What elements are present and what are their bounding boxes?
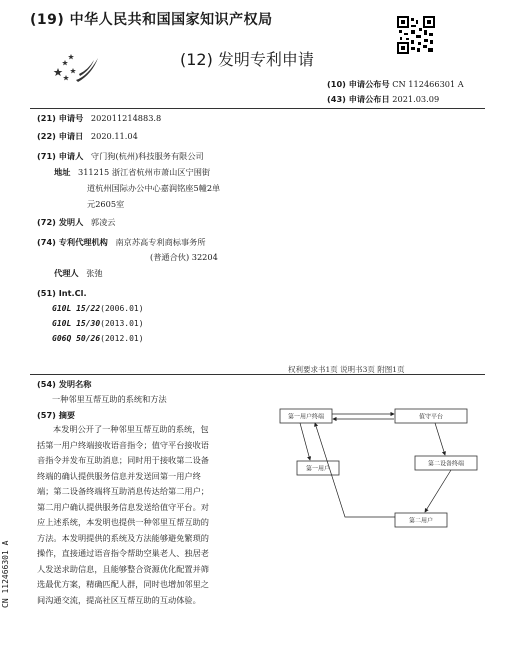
arrow-device2-to-user2: [425, 470, 451, 512]
inventor-label: (72) 发明人: [37, 217, 84, 227]
arrow-platform-to-device2: [435, 423, 445, 455]
application-number: 202011214883.8: [90, 113, 162, 123]
abstract-line: 间沟通交流，提高社区互帮互助的互动体验。: [37, 594, 201, 605]
ipc-entry: [52, 319, 144, 328]
arrow-terminal-to-user1: [300, 423, 310, 460]
filing-date-label: (22) 申请日: [37, 131, 84, 141]
qr-code-icon: [397, 16, 435, 54]
address-line-2: 道杭州国际办公中心嘉润铭座5幢2单: [87, 183, 221, 193]
abstract-line: 人发送求助信息，且能够整合资源优化配置并筛: [37, 563, 209, 574]
ipc-entry: [52, 334, 144, 343]
address-line-1: 311215 浙江省杭州市萧山区宁围街: [78, 167, 211, 177]
abstract-label: (57) 摘要: [37, 410, 76, 420]
system-diagram: [275, 405, 485, 535]
address-label: 地址: [54, 167, 71, 177]
title-label: (54) 发明名称: [37, 379, 92, 389]
filing-date: 2020.11.04: [90, 131, 138, 141]
office-title: (19) 中华人民共和国国家知识产权局: [30, 12, 273, 28]
address-line-3: 元2605室: [87, 199, 125, 209]
agent-label: 代理人: [54, 268, 79, 278]
publication-number: CN 112466301 A: [392, 79, 464, 89]
inventor-row: [37, 217, 115, 228]
abstract-line: 音指令并发布互助消息；同时用于接收第二设备: [37, 455, 209, 465]
ipc-date: (2013.01): [100, 319, 144, 328]
node-duty-platform: 值守平台: [418, 413, 444, 421]
abstract-line: 应上述系统，本发明也提供一种邻里互帮互助的: [37, 517, 209, 527]
abstract-line: 端；第二设备终端将互助消息传达给第二用户；: [37, 486, 209, 496]
abstract-line: 本发明公开了一种邻里互帮互助的系统，包: [53, 424, 209, 434]
publication-number-line: [327, 79, 464, 90]
agency-row: [37, 237, 206, 248]
body-divider: [30, 374, 485, 375]
abstract-text: [37, 422, 265, 608]
node-user1-terminal: 第一用户终端: [287, 413, 325, 421]
agency-name-line-2: (普通合伙) 32204: [150, 252, 218, 262]
publication-date-label: (43) 申请公布日: [327, 94, 390, 104]
int-cl-label: (51) Int.Cl.: [37, 288, 87, 298]
agency-label: (74) 专利代理机构: [37, 237, 108, 247]
ipc-code: G10L 15/30: [52, 319, 101, 328]
applicant-row: [37, 151, 204, 162]
agent-row: [54, 268, 103, 279]
abstract-line: 选最优方案，精确匹配人群，同时也增加邻里之: [37, 579, 209, 589]
ipc-entry: [52, 304, 144, 313]
address-row: [54, 167, 210, 178]
ipc-code: G06Q 50/26: [52, 334, 101, 343]
document-type-title: (12) 发明专利申请: [180, 50, 314, 69]
side-publication-number: CN 112466301 A: [1, 540, 10, 608]
abstract-line: 方法。本发明提供的系统及方法能够避免繁琐的: [37, 532, 209, 543]
applicant-name: 守门狗(杭州)科技服务有限公司: [90, 151, 204, 161]
application-number-label: (21) 申请号: [37, 113, 84, 123]
abstract-line: 操作，直接通过语音指令帮助空巢老人、独居老: [37, 548, 209, 558]
node-user1: 第一用户: [305, 465, 331, 473]
node-device2-terminal: 第二设备终端: [427, 460, 465, 468]
agency-name: 南京苏高专利商标事务所: [115, 237, 206, 247]
agent-name: 张弛: [86, 268, 103, 278]
abstract-line: 括第一用户终端接收语音指令；值守平台接收语: [37, 439, 209, 450]
node-user2: 第二用户: [408, 517, 434, 525]
application-number-row: [37, 113, 161, 124]
ipc-date: (2012.01): [100, 334, 144, 343]
publication-number-label: (10) 申请公布号: [327, 79, 390, 89]
header-divider: [30, 108, 485, 109]
filing-date-row: [37, 131, 138, 142]
publication-date: 2021.03.09: [392, 94, 440, 104]
inventor-name: 郭凌云: [90, 217, 116, 227]
publication-date-line: [327, 94, 439, 105]
ipc-code: G10L 15/22: [52, 304, 101, 313]
abstract-line: 终端的确认提供服务信息并发送回第一用户终: [37, 470, 201, 481]
ipc-date: (2006.01): [100, 304, 144, 313]
cnipa-logo-icon: [52, 48, 102, 84]
abstract-line: 第二用户确认提供服务信息发送给值守平台。对: [37, 501, 209, 512]
invention-title: 一种邻里互帮互助的系统和方法: [52, 394, 167, 404]
page-count-info: 权利要求书1页 说明书3页 附图1页: [288, 365, 405, 374]
applicant-label: (71) 申请人: [37, 151, 84, 161]
